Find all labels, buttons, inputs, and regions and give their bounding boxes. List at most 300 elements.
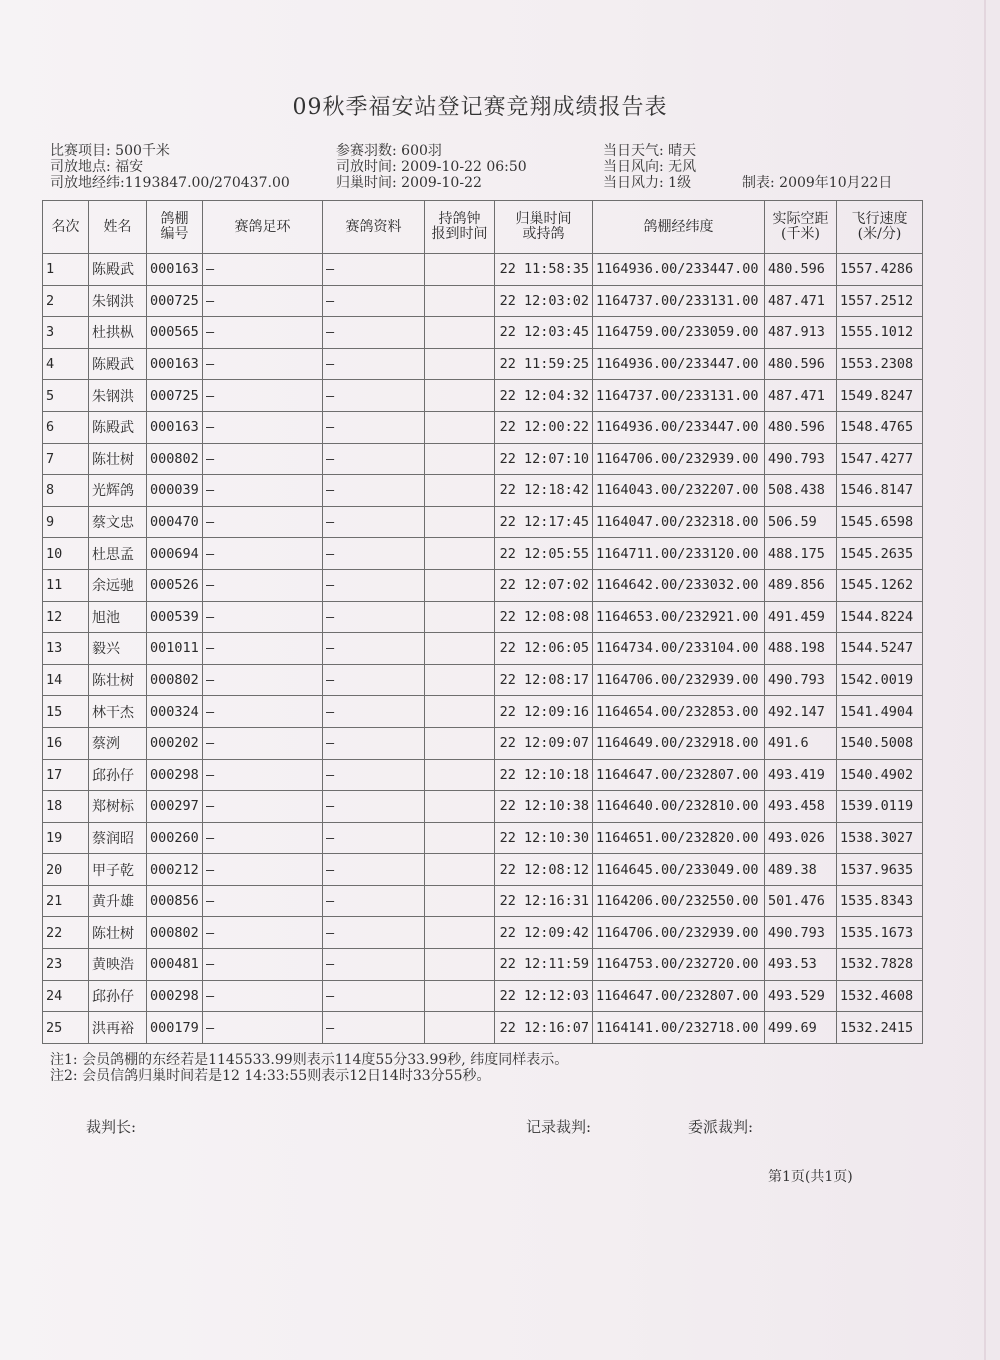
cell-loft: 000725 [147,285,203,317]
cell-speed: 1545.1262 [837,569,923,601]
cell-coords: 1164936.00/233447.00 [593,348,765,380]
cell-name: 陈壮树 [89,917,147,949]
report-title: 09秋季福安站登记赛竞翔成绩报告表 [292,95,668,120]
cell-speed: 1544.8224 [837,601,923,633]
cell-ring: — [203,506,323,538]
cell-name: 毅兴 [89,633,147,665]
cell-ring: — [203,727,323,759]
cell-clock [425,980,495,1012]
header-dist-line: (千米) [781,226,820,242]
cell-name: 陈殿武 [89,411,147,443]
cell-rank: 10 [43,538,89,570]
header-info: 赛鸽资料 [323,201,425,254]
cell-loft: 000163 [147,254,203,286]
results-table [42,200,923,1044]
table-row [43,443,923,475]
cell-time: 22 12:09:16 [495,696,593,728]
cell-rank: 20 [43,854,89,886]
header-time [495,201,593,254]
cell-speed: 1541.4904 [837,696,923,728]
cell-speed: 1544.5247 [837,633,923,665]
table-row [43,791,923,823]
cell-time: 22 12:16:07 [495,1012,593,1044]
cell-loft: 000163 [147,411,203,443]
header-clock-line: 持鸽钟 [438,211,481,227]
cell-info: — [323,980,425,1012]
cell-name: 陈壮树 [89,664,147,696]
cell-coords: 1164653.00/232921.00 [593,601,765,633]
cell-name: 邱孙仔 [89,980,147,1012]
cell-rank: 19 [43,822,89,854]
cell-dist: 501.476 [765,885,837,917]
cell-coords: 1164711.00/233120.00 [593,538,765,570]
page-number: 第1页(共1页) [768,1169,853,1185]
results-body [43,254,923,1044]
cell-loft: 000526 [147,569,203,601]
table-row [43,601,923,633]
table-row [43,538,923,570]
cell-name: 蔡文忠 [89,506,147,538]
cell-coords: 1164936.00/233447.00 [593,411,765,443]
cell-time: 22 12:09:07 [495,727,593,759]
cell-coords: 1164642.00/233032.00 [593,569,765,601]
cell-rank: 3 [43,317,89,349]
cell-speed: 1557.2512 [837,285,923,317]
cell-coords: 1164651.00/232820.00 [593,822,765,854]
cell-clock [425,633,495,665]
cell-ring: — [203,285,323,317]
cell-coords: 1164645.00/233049.00 [593,854,765,886]
cell-loft: 000298 [147,759,203,791]
cell-info: — [323,949,425,981]
table-row [43,917,923,949]
cell-dist: 480.596 [765,411,837,443]
cell-time: 22 12:12:03 [495,980,593,1012]
cell-clock [425,601,495,633]
header-speed-line: (米/分) [857,226,902,242]
cell-clock [425,317,495,349]
cell-time: 22 12:05:55 [495,538,593,570]
cell-info: — [323,696,425,728]
cell-speed: 1540.4902 [837,759,923,791]
cell-clock [425,380,495,412]
cell-rank: 24 [43,980,89,1012]
cell-speed: 1540.5008 [837,727,923,759]
cell-name: 旭池 [89,601,147,633]
cell-time: 22 12:17:45 [495,506,593,538]
cell-time: 22 12:00:22 [495,411,593,443]
cell-loft: 000163 [147,348,203,380]
cell-rank: 14 [43,664,89,696]
cell-ring: — [203,633,323,665]
cell-time: 22 12:08:17 [495,664,593,696]
cell-dist: 489.38 [765,854,837,886]
cell-speed: 1557.4286 [837,254,923,286]
cell-time: 22 12:07:10 [495,443,593,475]
cell-dist: 490.793 [765,917,837,949]
cell-dist: 491.6 [765,727,837,759]
cell-time: 22 12:04:32 [495,380,593,412]
cell-info: — [323,254,425,286]
cell-dist: 489.856 [765,569,837,601]
cell-loft: 000324 [147,696,203,728]
cell-name: 黄升雄 [89,885,147,917]
cell-dist: 487.913 [765,317,837,349]
cell-dist: 492.147 [765,696,837,728]
table-row [43,411,923,443]
cell-info: — [323,885,425,917]
cell-ring: — [203,443,323,475]
cell-dist: 508.438 [765,475,837,507]
cell-dist: 493.529 [765,980,837,1012]
cell-dist: 499.69 [765,1012,837,1044]
cell-clock [425,791,495,823]
cell-clock [425,285,495,317]
header-ring: 赛鸽足环 [203,201,323,254]
cell-loft: 000298 [147,980,203,1012]
meta-right [603,143,696,191]
cell-rank: 15 [43,696,89,728]
cell-coords: 1164141.00/232718.00 [593,1012,765,1044]
cell-rank: 22 [43,917,89,949]
cell-ring: — [203,791,323,823]
cell-ring: — [203,569,323,601]
cell-speed: 1553.2308 [837,348,923,380]
table-row [43,727,923,759]
cell-time: 22 12:08:12 [495,854,593,886]
cell-time: 22 12:09:42 [495,917,593,949]
cell-dist: 493.026 [765,822,837,854]
table-row [43,506,923,538]
cell-rank: 16 [43,727,89,759]
header-loft-line: 编号 [160,226,189,242]
table-row [43,759,923,791]
cell-time: 22 12:10:30 [495,822,593,854]
meta-middle [336,143,527,191]
cell-dist: 487.471 [765,285,837,317]
cell-time: 22 12:03:45 [495,317,593,349]
cell-ring: — [203,348,323,380]
cell-name: 陈壮树 [89,443,147,475]
table-row [43,696,923,728]
cell-ring: — [203,317,323,349]
table-row [43,317,923,349]
table-row [43,633,923,665]
table-row [43,348,923,380]
cell-name: 郑树标 [89,791,147,823]
footnote: 注2: 会员信鸽归巢时间若是12 14:33:55则表示12日14时33分55秒。 [50,1068,491,1084]
cell-clock [425,569,495,601]
delegate-judge-label: 委派裁判: [688,1118,754,1136]
meta-item: 当日天气: 晴天 [603,143,697,159]
cell-loft: 000539 [147,601,203,633]
cell-loft: 000802 [147,917,203,949]
cell-speed: 1537.9635 [837,854,923,886]
cell-loft: 000470 [147,506,203,538]
table-row [43,822,923,854]
cell-speed: 1532.7828 [837,949,923,981]
cell-speed: 1538.3027 [837,822,923,854]
cell-coords: 1164737.00/233131.00 [593,285,765,317]
meta-item: 司放时间: 2009-10-22 06:50 [336,159,527,175]
cell-coords: 1164206.00/232550.00 [593,885,765,917]
table-row [43,475,923,507]
cell-rank: 6 [43,411,89,443]
page-edge [984,0,986,1360]
cell-name: 甲子乾 [89,854,147,886]
cell-ring: — [203,949,323,981]
cell-info: — [323,854,425,886]
cell-speed: 1545.2635 [837,538,923,570]
cell-ring: — [203,664,323,696]
cell-speed: 1548.4765 [837,411,923,443]
cell-clock [425,475,495,507]
cell-loft: 000565 [147,317,203,349]
cell-info: — [323,633,425,665]
cell-rank: 8 [43,475,89,507]
cell-coords: 1164647.00/232807.00 [593,980,765,1012]
cell-name: 蔡润昭 [89,822,147,854]
cell-info: — [323,569,425,601]
header-time-line: 或持鸽 [522,226,565,242]
cell-dist: 488.198 [765,633,837,665]
cell-name: 光辉鸽 [89,475,147,507]
cell-time: 22 12:10:38 [495,791,593,823]
cell-dist: 493.458 [765,791,837,823]
cell-rank: 7 [43,443,89,475]
cell-ring: — [203,1012,323,1044]
cell-info: — [323,822,425,854]
cell-coords: 1164706.00/232939.00 [593,664,765,696]
cell-speed: 1546.8147 [837,475,923,507]
cell-dist: 491.459 [765,601,837,633]
cell-dist: 487.471 [765,380,837,412]
cell-time: 22 12:10:18 [495,759,593,791]
cell-rank: 11 [43,569,89,601]
cell-rank: 5 [43,380,89,412]
cell-speed: 1535.1673 [837,917,923,949]
meta-left [50,143,290,191]
cell-rank: 17 [43,759,89,791]
cell-time: 22 12:03:02 [495,285,593,317]
cell-dist: 506.59 [765,506,837,538]
cell-ring: — [203,254,323,286]
cell-loft: 000802 [147,443,203,475]
cell-loft: 000481 [147,949,203,981]
table-row [43,569,923,601]
cell-info: — [323,348,425,380]
table-row [43,949,923,981]
cell-ring: — [203,696,323,728]
table-row [43,254,923,286]
cell-speed: 1555.1012 [837,317,923,349]
cell-dist: 480.596 [765,348,837,380]
cell-time: 22 12:11:59 [495,949,593,981]
cell-name: 余远驰 [89,569,147,601]
cell-loft: 000039 [147,475,203,507]
cell-clock [425,885,495,917]
cell-coords: 1164649.00/232918.00 [593,727,765,759]
cell-info: — [323,791,425,823]
meta-item: 司放地经纬:1193847.00/270437.00 [50,175,290,191]
cell-info: — [323,506,425,538]
table-row [43,854,923,886]
cell-speed: 1535.8343 [837,885,923,917]
cell-clock [425,949,495,981]
footnote: 注1: 会员鸽棚的东经若是1145533.99则表示114度55分33.99秒, 纬度同样表示。 [50,1052,569,1068]
cell-ring: — [203,759,323,791]
header-coords: 鸽棚经纬度 [593,201,765,254]
cell-dist: 490.793 [765,443,837,475]
meta-item: 比赛项目: 500千米 [50,143,170,159]
cell-clock [425,664,495,696]
cell-info: — [323,601,425,633]
cell-rank: 13 [43,633,89,665]
meta-item: 司放地点: 福安 [50,159,144,175]
cell-info: — [323,411,425,443]
cell-name: 蔡洌 [89,727,147,759]
cell-rank: 25 [43,1012,89,1044]
cell-dist: 488.175 [765,538,837,570]
cell-clock [425,727,495,759]
meta-item: 当日风向: 无风 [603,159,697,175]
table-row [43,980,923,1012]
chief-judge-label: 裁判长: [86,1118,137,1136]
cell-loft: 000202 [147,727,203,759]
cell-clock [425,348,495,380]
table-row [43,885,923,917]
cell-speed: 1547.4277 [837,443,923,475]
cell-clock [425,917,495,949]
cell-loft: 000297 [147,791,203,823]
cell-clock [425,538,495,570]
cell-speed: 1545.6598 [837,506,923,538]
cell-dist: 493.53 [765,949,837,981]
cell-coords: 1164640.00/232810.00 [593,791,765,823]
cell-coords: 1164936.00/233447.00 [593,254,765,286]
cell-info: — [323,664,425,696]
header-loft-line: 鸽棚 [160,211,189,227]
cell-coords: 1164047.00/232318.00 [593,506,765,538]
cell-rank: 23 [43,949,89,981]
cell-coords: 1164654.00/232853.00 [593,696,765,728]
cell-rank: 21 [43,885,89,917]
header-clock-line: 报到时间 [431,226,488,242]
cell-clock [425,854,495,886]
header-speed-line: 飞行速度 [851,211,908,227]
cell-coords: 1164647.00/232807.00 [593,759,765,791]
header-rank: 名次 [43,201,89,254]
cell-coords: 1164737.00/233131.00 [593,380,765,412]
cell-info: — [323,727,425,759]
cell-loft: 000802 [147,664,203,696]
footnotes [50,1052,568,1084]
cell-clock [425,1012,495,1044]
cell-clock [425,759,495,791]
cell-dist: 490.793 [765,664,837,696]
header-name: 姓名 [89,201,147,254]
cell-rank: 18 [43,791,89,823]
cell-speed: 1539.0119 [837,791,923,823]
cell-name: 杜拱枞 [89,317,147,349]
cell-clock [425,254,495,286]
cell-dist: 493.419 [765,759,837,791]
cell-ring: — [203,854,323,886]
header-loft [147,201,203,254]
table-row [43,380,923,412]
cell-info: — [323,380,425,412]
cell-time: 22 12:18:42 [495,475,593,507]
cell-ring: — [203,917,323,949]
cell-coords: 1164753.00/232720.00 [593,949,765,981]
cell-loft: 000212 [147,854,203,886]
cell-info: — [323,759,425,791]
cell-name: 陈殿武 [89,348,147,380]
cell-info: — [323,285,425,317]
cell-info: — [323,1012,425,1044]
cell-coords: 1164706.00/232939.00 [593,443,765,475]
cell-ring: — [203,601,323,633]
cell-loft: 000260 [147,822,203,854]
header-dist-line: 实际空距 [772,211,829,227]
cell-time: 22 12:06:05 [495,633,593,665]
cell-name: 杜思孟 [89,538,147,570]
cell-info: — [323,317,425,349]
cell-rank: 2 [43,285,89,317]
cell-ring: — [203,822,323,854]
cell-loft: 000179 [147,1012,203,1044]
table-made-date: 制表: 2009年10月22日 [742,175,893,191]
cell-name: 邱孙仔 [89,759,147,791]
recorder-judge-label: 记录裁判: [526,1118,592,1136]
cell-loft: 001011 [147,633,203,665]
cell-name: 朱钢洪 [89,380,147,412]
cell-clock [425,506,495,538]
cell-ring: — [203,980,323,1012]
cell-info: — [323,475,425,507]
cell-loft: 000725 [147,380,203,412]
cell-rank: 9 [43,506,89,538]
header-row [43,201,923,254]
cell-ring: — [203,411,323,443]
table-row [43,664,923,696]
cell-name: 黄映浩 [89,949,147,981]
cell-clock [425,411,495,443]
cell-info: — [323,917,425,949]
cell-speed: 1532.4608 [837,980,923,1012]
header-time-line: 归巢时间 [515,211,572,227]
cell-time: 22 12:08:08 [495,601,593,633]
cell-speed: 1542.0019 [837,664,923,696]
header-clock [425,201,495,254]
cell-info: — [323,443,425,475]
cell-coords: 1164759.00/233059.00 [593,317,765,349]
meta-item: 归巢时间: 2009-10-22 [336,175,482,191]
cell-time: 22 12:16:31 [495,885,593,917]
cell-time: 22 12:07:02 [495,569,593,601]
cell-loft: 000694 [147,538,203,570]
cell-clock [425,443,495,475]
cell-dist: 480.596 [765,254,837,286]
cell-rank: 4 [43,348,89,380]
cell-rank: 12 [43,601,89,633]
cell-ring: — [203,475,323,507]
meta-item: 当日风力: 1级 [603,175,692,191]
cell-coords: 1164043.00/232207.00 [593,475,765,507]
cell-ring: — [203,538,323,570]
cell-clock [425,696,495,728]
cell-time: 22 11:59:25 [495,348,593,380]
